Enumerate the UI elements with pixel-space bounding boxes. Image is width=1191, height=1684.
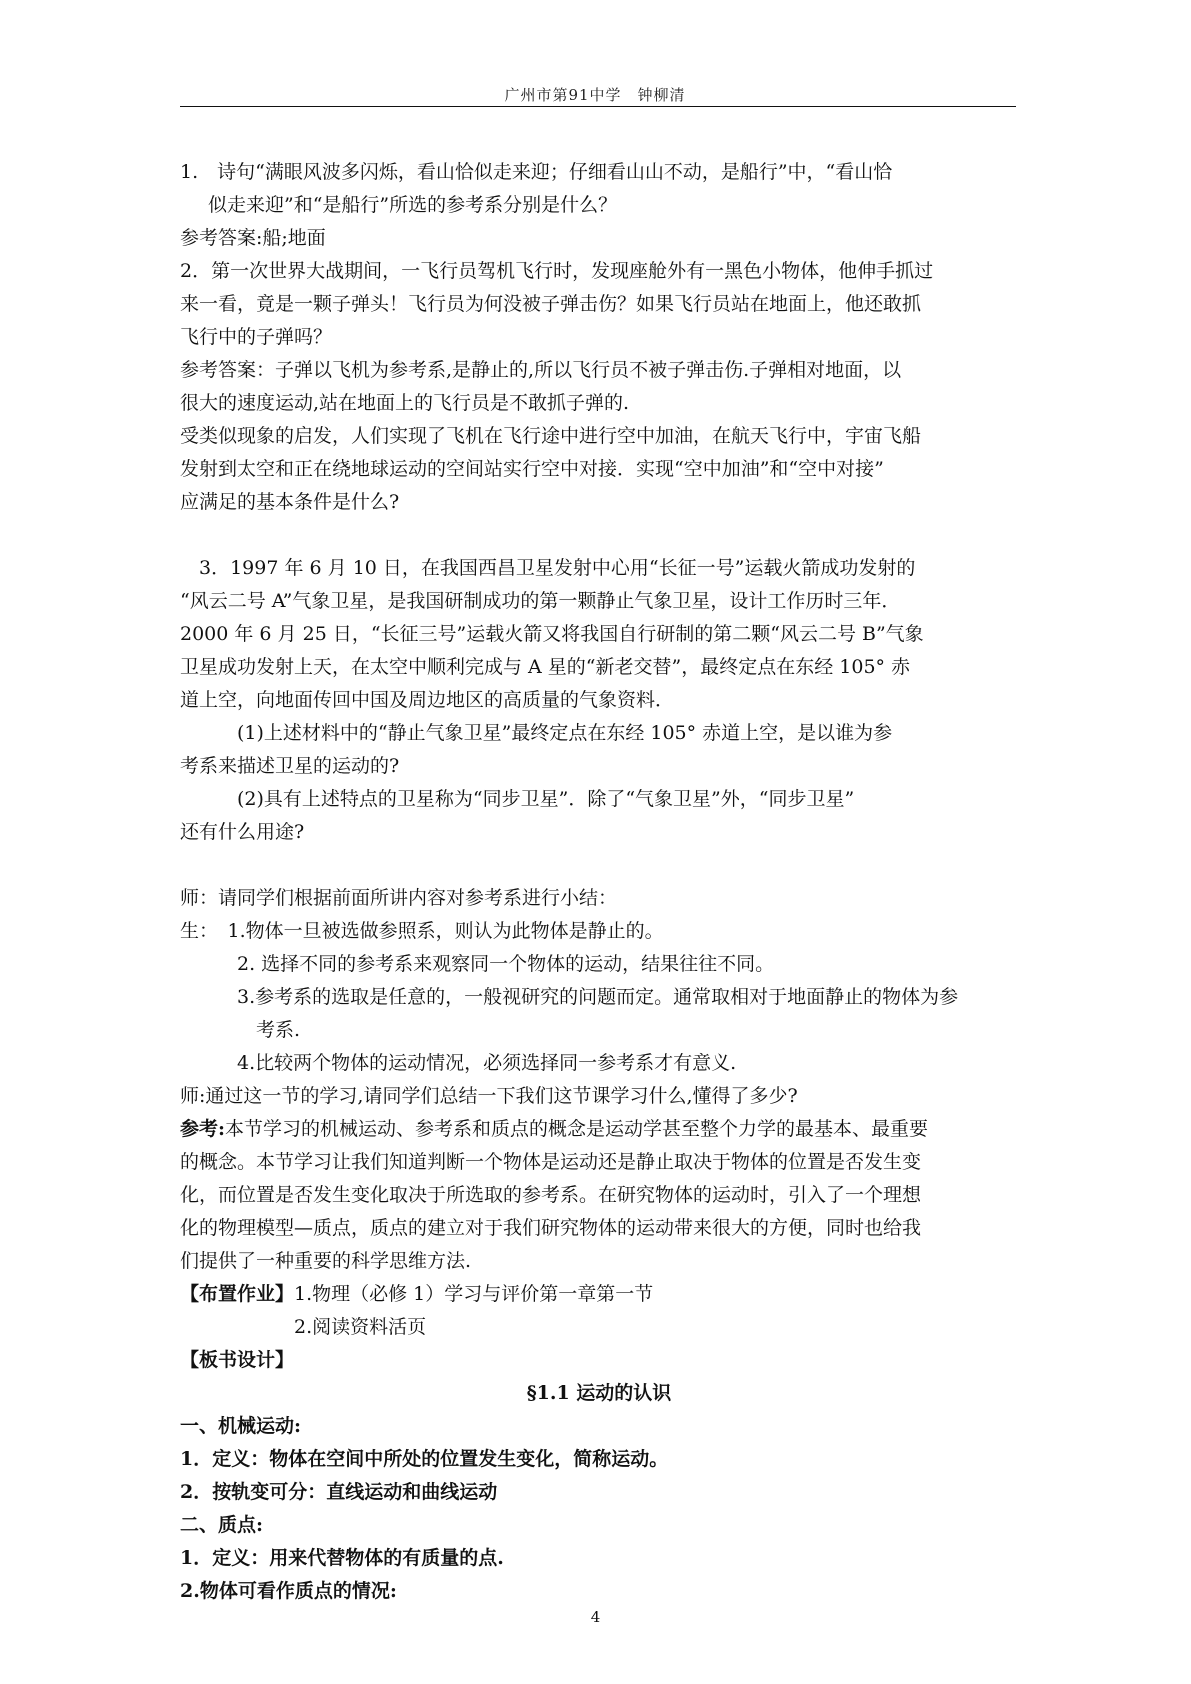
q3-line-3: 2000 年 6 月 25 日，“长征三号”运载火箭又将我国自行研制的第二颗“风云二号 B”气象 <box>180 623 924 645</box>
summary-text: 本节学习的机械运动、参考系和质点的概念是运动学甚至整个力学的最基本、最重要 <box>225 1118 929 1140</box>
q2-followup-line-2: 发射到太空和正在绕地球运动的空间站实行空中对接．实现“空中加油”和“空中对接” <box>180 458 884 480</box>
q1-line-1: 1. 诗句“满眼风波多闪烁，看山恰似走来迎；仔细看山山不动，是船行”中，“看山恰 <box>180 161 893 183</box>
q3-sub1-line-1: (1)上述材料中的“静止气象卫星”最终定点在东经 105° 赤道上空，是以谁为参 <box>180 722 893 744</box>
q2-line-2: 来一看，竟是一颗子弹头！飞行员为何没被子弹击伤？如果飞行员站在地面上，他还敢抓 <box>180 293 922 315</box>
q3-line-1: 3．1997 年 6 月 10 日，在我国西昌卫星发射中心用“长征一号”运载火箭成功发射的 <box>180 557 916 579</box>
board-label: 【板书设计】 <box>180 1349 295 1371</box>
teacher-prompt: 师：请同学们根据前面所讲内容对参考系进行小结： <box>180 887 618 909</box>
q3-line-5: 道上空，向地面传回中国及周边地区的高质量的气象资料． <box>180 689 675 711</box>
page-header: 广州市第91中学 钟柳清 <box>504 86 686 104</box>
page-number: 4 <box>590 1608 601 1626</box>
board-line-1: 一、机械运动: <box>180 1415 302 1437</box>
summary-line-3: 化，而位置是否发生变化取决于所选取的参考系。在研究物体的运动时，引入了一个理想 <box>180 1184 922 1206</box>
spacer <box>180 849 1018 882</box>
q1-answer: 参考答案:船;地面 <box>180 227 326 249</box>
board-line-5: 1．定义：用来代替物体的有质量的点. <box>180 1547 504 1569</box>
spacer <box>180 519 1018 552</box>
q3-line-2: “风云二号 A”气象卫星，是我国研制成功的第一颗静止气象卫星，设计工作历时三年． <box>180 590 901 612</box>
q3-sub2-line-2: 还有什么用途? <box>180 821 305 843</box>
student-point-1: 生： 1.物体一旦被选做参照系，则认为此物体是静止的。 <box>180 920 664 942</box>
summary-label: 参考: <box>180 1118 226 1140</box>
board-line-3: 2．按轨变可分：直线运动和曲线运动 <box>180 1481 498 1503</box>
q3-sub1-line-2: 考系来描述卫星的运动的? <box>180 755 400 777</box>
q2-followup-line-1: 受类似现象的启发，人们实现了飞机在飞行途中进行空中加油，在航天飞行中，宇宙飞船 <box>180 425 922 447</box>
q2-line-1: 2．第一次世界大战期间，一飞行员驾机飞行时，发现座舱外有一黑色小物体，他伸手抓过 <box>180 260 934 282</box>
board-line-6: 2.物体可看作质点的情况: <box>180 1580 397 1602</box>
homework-label: 【布置作业】 <box>180 1283 295 1305</box>
board-title: §1.1 运动的认识 <box>526 1382 672 1404</box>
document-body <box>180 156 1018 1608</box>
student-point-4: 4.比较两个物体的运动情况，必须选择同一参考系才有意义. <box>180 1052 737 1074</box>
board-line-4: 二、质点: <box>180 1514 264 1536</box>
q3-line-4: 卫星成功发射上天，在太空中顺利完成与 A 星的“新老交替”，最终定点在东经 105° 赤 <box>180 656 911 678</box>
board-line-2: 1．定义：物体在空间中所处的位置发生变化，简称运动。 <box>180 1448 669 1470</box>
q2-followup-line-3: 应满足的基本条件是什么? <box>180 491 400 513</box>
q2-answer-line-2: 很大的速度运动,站在地面上的飞行员是不敢抓子弹的. <box>180 392 630 414</box>
teacher-question: 师:通过这一节的学习,请同学们总结一下我们这节课学习什么,懂得了多少? <box>180 1085 798 1107</box>
summary-line-1 <box>180 1113 1018 1146</box>
student-point-3-cont: 考系. <box>180 1019 301 1041</box>
homework-item-2: 2.阅读资料活页 <box>180 1316 427 1338</box>
homework-item-1: 1.物理（必修 1）学习与评价第一章第一节 <box>294 1283 654 1305</box>
summary-line-5: 们提供了一种重要的科学思维方法. <box>180 1250 472 1272</box>
q2-answer-line-1: 参考答案：子弹以飞机为参考系,是静止的,所以飞行员不被子弹击伤.子弹相对地面，以 <box>180 359 902 381</box>
homework-line-1 <box>180 1278 1018 1311</box>
q3-sub2-line-1: (2)具有上述特点的卫星称为“同步卫星”．除了“气象卫星”外，“同步卫星” <box>180 788 855 810</box>
summary-line-4: 化的物理模型—质点，质点的建立对于我们研究物体的运动带来很大的方便，同时也给我 <box>180 1217 922 1239</box>
student-point-2: 2. 选择不同的参考系来观察同一个物体的运动，结果往往不同。 <box>180 953 775 975</box>
q2-line-3: 飞行中的子弹吗？ <box>180 326 333 348</box>
summary-line-2: 的概念。本节学习让我们知道判断一个物体是运动还是静止取决于物体的位置是否发生变 <box>180 1151 922 1173</box>
q1-line-2: 似走来迎”和“是船行”所选的参考系分别是什么？ <box>208 194 618 216</box>
student-point-3: 3.参考系的选取是任意的，一般视研究的问题而定。通常取相对于地面静止的物体为参 <box>180 986 959 1008</box>
header-rule <box>180 106 1016 107</box>
